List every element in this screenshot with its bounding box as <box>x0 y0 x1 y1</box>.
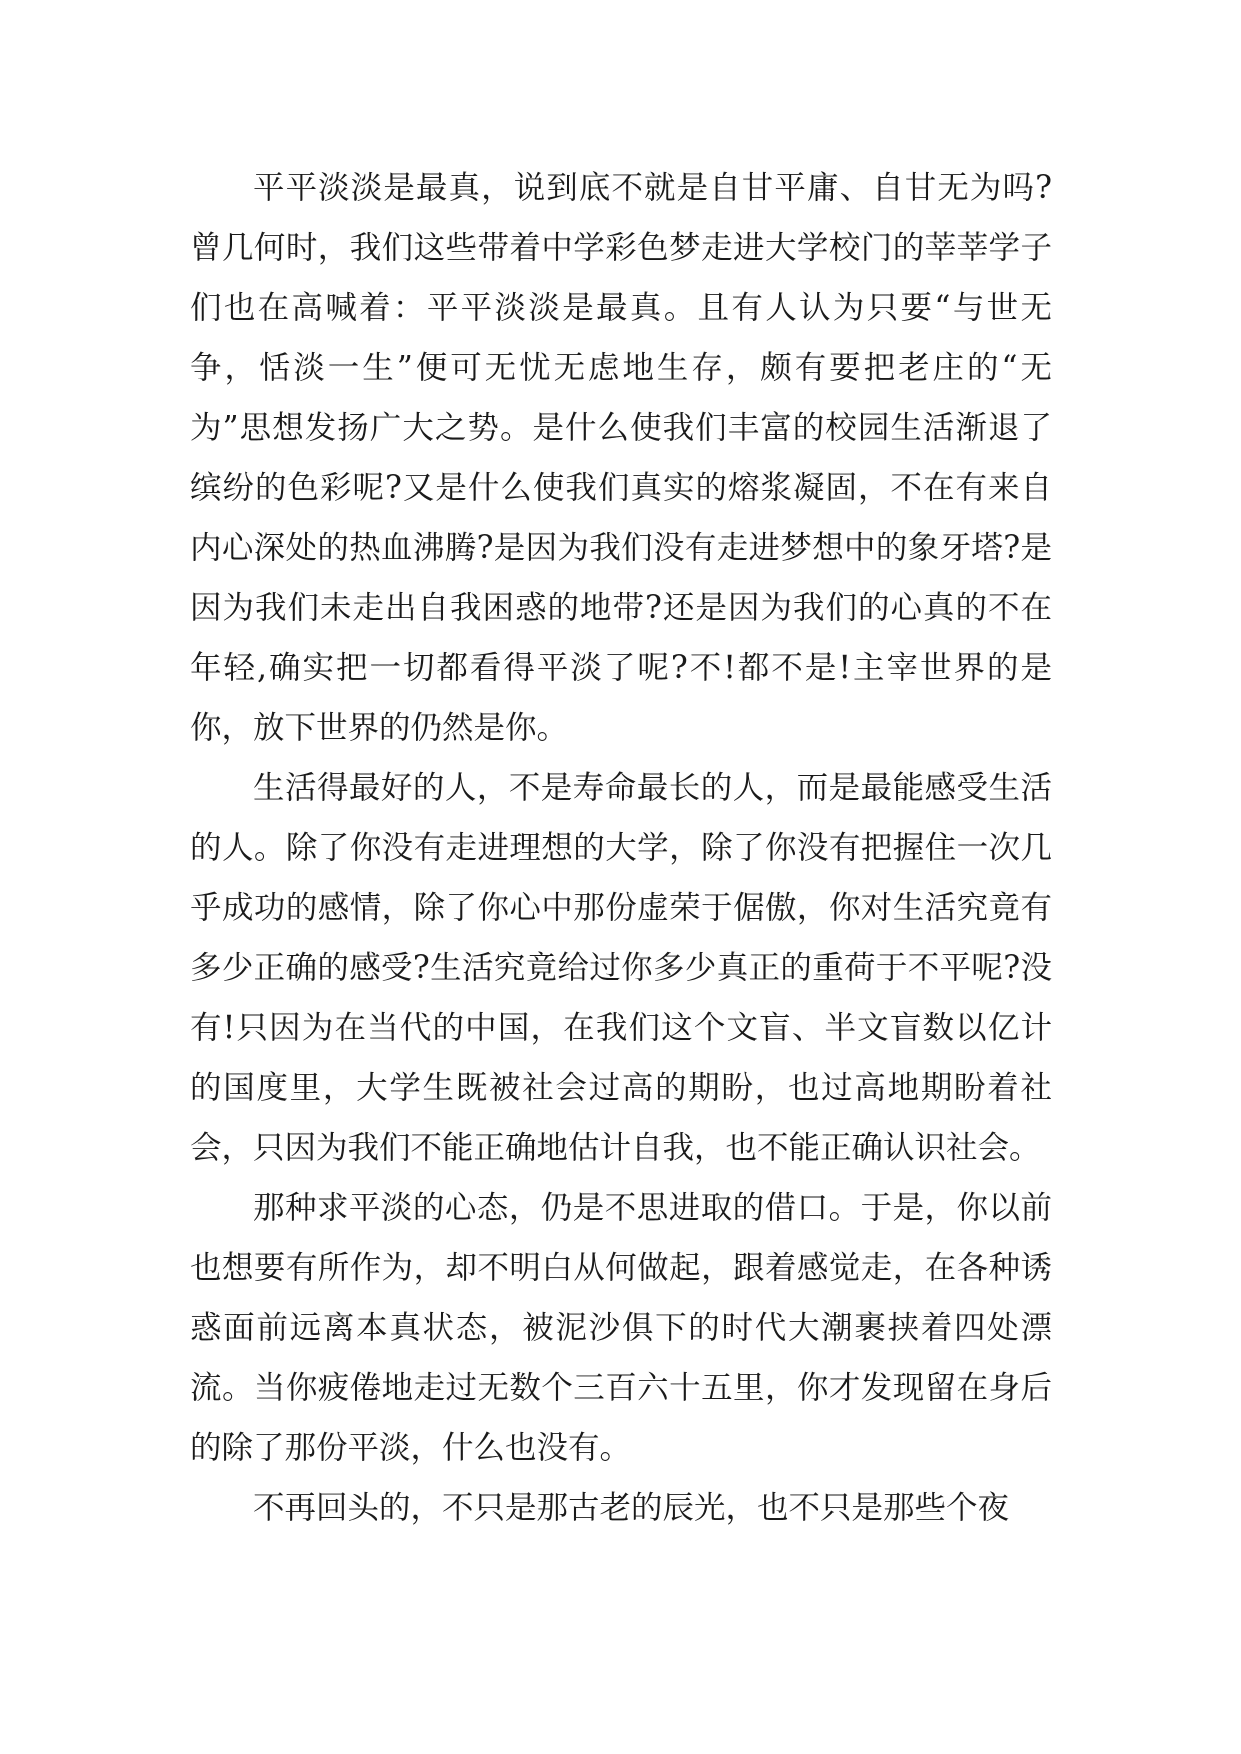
paragraph-1: 平平淡淡是最真，说到底不就是自甘平庸、自甘无为吗?曾几何时，我们这些带着中学彩色梦走进大学校门的莘莘学子们也在高喊着：平平淡淡是最真。且有人认为只要“与世无争，恬淡一生”便可无忧无虑地生存，颇有要把老庄的“无为”思想发扬广大之势。是什么使我们丰富的校园生活渐退了缤纷的色彩呢?又是什么使我们真实的熔浆凝固，不在有来自内心深处的热血沸腾?是因为我们没有走进梦想中的象牙塔?是因为我们未走出自我困惑的地带?还是因为我们的心真的不在年轻,确实把一切都看得平淡了呢?不!都不是!主宰世界的是你，放下世界的仍然是你。 <box>190 170 1052 746</box>
paragraph-3: 那种求平淡的心态，仍是不思进取的借口。于是，你以前也想要有所作为，却不明白从何做起，跟着感觉走，在各种诱惑面前远离本真状态，被泥沙俱下的时代大潮裹挟着四处漂流。当你疲倦地走过无数个三百六十五里，你才发现留在身后的除了那份平淡，什么也没有。 <box>190 1190 1052 1466</box>
document-body <box>190 158 1052 1538</box>
paragraph-2: 生活得最好的人，不是寿命最长的人，而是最能感受生活的人。除了你没有走进理想的大学，除了你没有把握住一次几乎成功的感情，除了你心中那份虚荣于倨傲，你对生活究竟有多少正确的感受?生活究竟给过你多少真正的重荷于不平呢?没有!只因为在当代的中国，在我们这个文盲、半文盲数以亿计的国度里，大学生既被社会过高的期盼，也过高地期盼着社会，只因为我们不能正确地估计自我，也不能正确认识社会。 <box>190 770 1052 1166</box>
paragraph-4: 不再回头的，不只是那古老的辰光，也不只是那些个夜 <box>253 1490 1010 1526</box>
